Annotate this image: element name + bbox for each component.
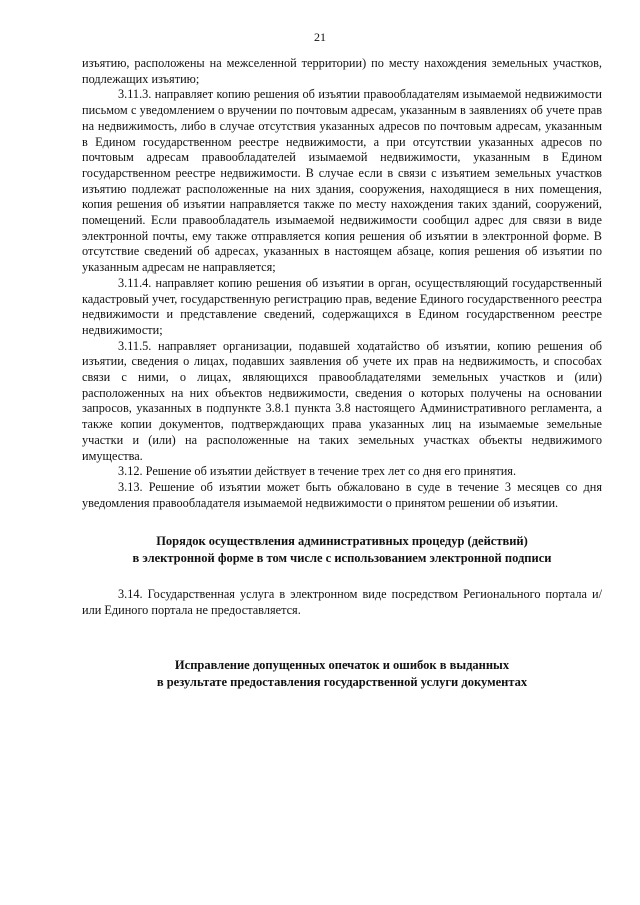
paragraph-3-11-5: 3.11.5. направляет организации, подавшей ходатайство об изъятии, копию решения об изъятии, сведения о лицах, подавших заявления об учете их прав на недвижимость, и способах связи с ними, о лицах, являющихся правообладателями земельных участков и (или) расположенных на них объектов недвижимости, сведения о которых получены на основании запросов, указанных в подпункте 3.8.1 пункта 3.8 настоящего Административного регламента, а также копии документов, подтверждающих права указанных лиц на изымаемые земельные участки и (или) на расположенные на таких земельных участках объекты недвижимого имущества. [82,338,602,463]
section-heading-line: Исправление допущенных опечаток и ошибок в выданных [174,657,510,672]
paragraph-3-14: 3.14. Государственная услуга в электронном виде посредством Регионального портала и/или Единого портала не предоставляется. [82,587,602,618]
document-body [82,56,602,691]
section-heading-line: Порядок осуществления административных процедур (действий) [156,534,528,549]
paragraph-3-11-3: 3.11.3. направляет копию решения об изъятии правообладателям изымаемой недвижимости письмом с уведомлением о вручении по почтовым адресам, указанным в заявлениях об учете прав на недвижимость, либо в случае отсутствия указанных адресов по почтовым адресам, указанным в Едином государственном реестре недвижимости, а при отсутствии указанных адресов по почтовым адресам правообладателей изымаемой недвижимости, указанным в Едином государственном реестре недвижимости. В случае если в связи с изъятием земельных участков изъятию подлежат расположенные на них здания, сооружения, находящиеся в них помещения, копия решения об изъятии направляется также по месту нахождения таких зданий, сооружений, помещений. Если правообладатель изымаемой недвижимости сообщил адрес для связи в виде электронной почты, ему также отправляется копия решения об изъятии в электронной форме. В отсутствие сведений об адресах, указанных в настоящем абзаце, копия решения об изъятии по указанным адресам не направляется; [82,87,602,275]
section-heading-line: в электронной форме в том числе с использованием электронной подписи [132,551,552,566]
section-heading-error-correction [82,657,602,691]
page-number: 21 [314,30,326,44]
paragraph-3-13: 3.13. Решение об изъятии может быть обжаловано в суде в течение 3 месяцев со дня уведомления правообладателя изымаемой недвижимости о принятом решении об изъятии. [82,479,602,510]
section-heading-electronic-procedures [82,533,602,567]
section-heading-line: в результате предоставления государственной услуги документах [156,674,528,689]
paragraph-continuation: изъятию, расположены на межселенной территории) по месту нахождения земельных участков, подлежащих изъятию; [82,56,602,86]
paragraph-3-12: 3.12. Решение об изъятии действует в течение трех лет со дня его принятия. [118,464,517,479]
paragraph-3-11-4: 3.11.4. направляет копию решения об изъятии в орган, осуществляющий государственный кадастровый учет, государственную регистрацию прав, ведение Единого государственного реестра недвижимости и представление сведений, содержащихся в Едином государственном реестре недвижимости; [82,275,602,337]
